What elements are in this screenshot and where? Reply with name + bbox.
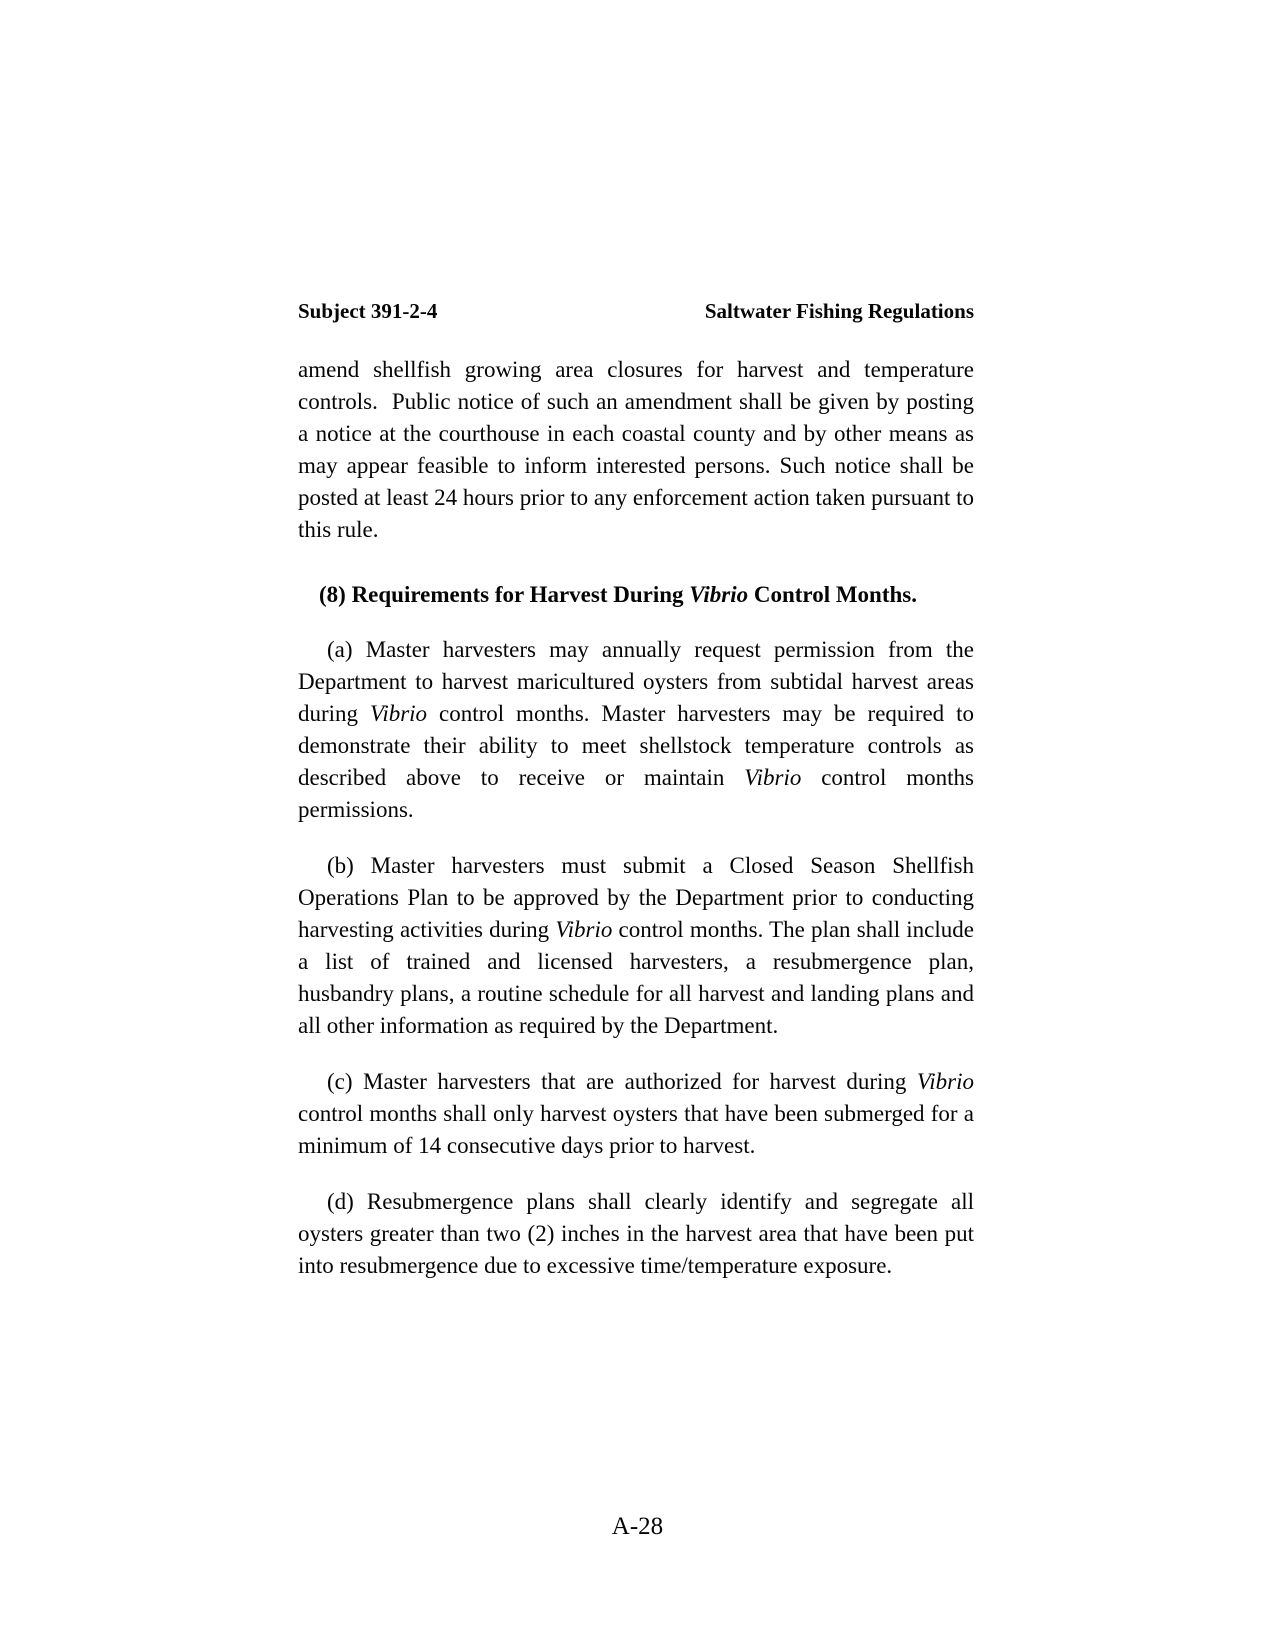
text-run: control months shall only harvest oysters that have been submerged for a minimum of 14 consecutive days prior to harvest.: [298, 1101, 974, 1158]
italic-text-run: Vibrio: [689, 582, 749, 607]
header-subject: Subject 391-2-4: [298, 299, 438, 323]
text-run: control months permissions.: [298, 765, 974, 822]
text-run: amend shellfish growing area closures for harvest and temperature controls. Public notice of such an amendment shall be given by posting a notice at the courthouse in each coastal county and by other means as may appear feasible to inform interested persons. Such notice shall be posted at least 24 hours prior to any enforcement action taken pursuant to this rule.: [298, 357, 974, 542]
paragraph: [298, 354, 974, 546]
text-run: (b) Master harvesters must submit a Closed Season Shellfish Operations Plan to be approved by the Department prior to conducting harvesting activities during: [298, 853, 974, 942]
text-run: (c) Master harvesters that are authorized for harvest during: [327, 1069, 917, 1094]
text-run: (d) Resubmergence plans shall clearly identify and segregate all oysters greater than two (2) inches in the harvest area that have been put into resubmergence due to excessive time/temperature exposure.: [298, 1189, 974, 1278]
document-text: [298, 354, 974, 1282]
section-heading: [298, 579, 974, 611]
italic-text-run: Vibrio: [744, 765, 802, 790]
text-run: control months. The plan shall include a list of trained and licensed harvesters, a resubmergence plan, husbandry plans, a routine schedule for all harvest and landing plans and all other information as required by the Department.: [298, 917, 974, 1038]
page-number: A-28: [611, 1513, 664, 1540]
italic-text-run: Vibrio: [916, 1069, 974, 1094]
paragraph: [298, 634, 974, 826]
paragraph: [298, 850, 974, 1042]
paragraph: [298, 1186, 974, 1282]
italic-text-run: Vibrio: [369, 701, 428, 726]
paragraph: [298, 1066, 974, 1162]
text-run: Control Months.: [748, 582, 918, 607]
italic-text-run: Vibrio: [555, 917, 613, 942]
page-footer: [0, 1512, 1275, 1542]
text-run: control months. Master harvesters may be required to demonstrate their ability to meet shellstock temperature controls as described above to receive or maintain: [298, 701, 974, 790]
header-title: Saltwater Fishing Regulations: [704, 299, 974, 323]
page-header: [298, 298, 974, 324]
text-run: (8) Requirements for Harvest During: [319, 582, 690, 607]
text-run: (a) Master harvesters may annually request permission from the Department to harvest maricultured oysters from subtidal harvest areas during: [298, 637, 974, 726]
